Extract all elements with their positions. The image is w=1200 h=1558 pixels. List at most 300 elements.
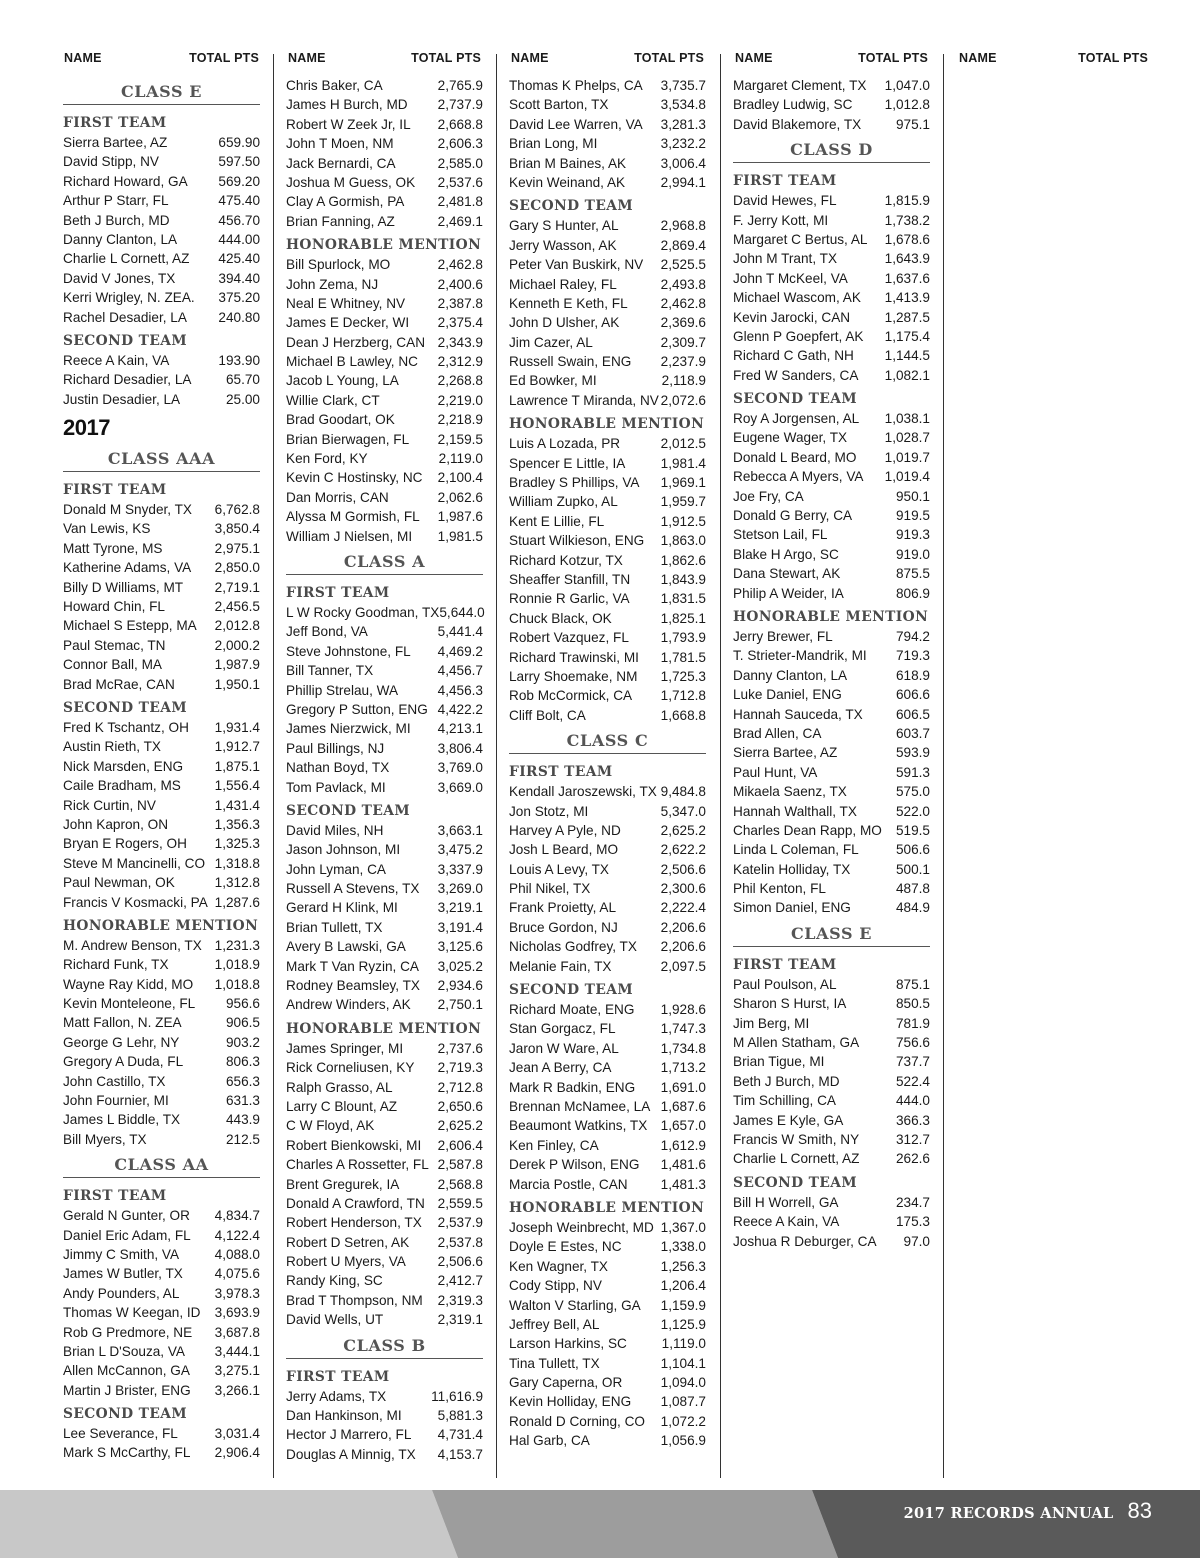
record-name: Russell A Stevens, TX: [286, 881, 420, 897]
record-row: [509, 551, 706, 570]
record-name: Robert Bienkowski, MI: [286, 1137, 422, 1153]
record-name: Michael B Lawley, NC: [286, 354, 418, 370]
record-points: 4,088.0: [214, 1246, 260, 1262]
record-points: 522.4: [895, 1073, 930, 1089]
record-row: [509, 1116, 706, 1135]
record-name: Francis W Smith, NY: [733, 1131, 860, 1147]
record-row: [286, 410, 483, 429]
record-row: [286, 1078, 483, 1097]
record-name: Dana Stewart, AK: [733, 566, 841, 582]
record-points: 1,019.7: [884, 449, 930, 465]
record-name: Gerald N Gunter, OR: [63, 1208, 190, 1224]
record-name: Richard Howard, GA: [63, 173, 188, 189]
record-row: [509, 1000, 706, 1019]
record-row: [733, 1033, 930, 1052]
record-points: 4,213.1: [437, 721, 483, 737]
record-row: [286, 1291, 483, 1310]
record-name: Richard Trawinski, MI: [509, 649, 639, 665]
record-points: 25.00: [225, 391, 260, 407]
record-points: 603.7: [895, 725, 930, 741]
record-name: Dan Hankinson, MI: [286, 1408, 402, 1424]
column-divider: [943, 54, 944, 1478]
record-row: [509, 1392, 706, 1411]
record-points: 1,668.8: [660, 707, 706, 723]
record-row: [286, 1194, 483, 1213]
record-points: 1,747.3: [660, 1021, 706, 1037]
footer-band-mid: [432, 1490, 838, 1558]
record-row: [509, 173, 706, 192]
record-name: Donald G Berry, CA: [733, 508, 853, 524]
record-name: Charlie L Cornett, AZ: [733, 1151, 860, 1167]
record-points: 1,481.6: [660, 1157, 706, 1173]
record-points: 1,018.8: [214, 976, 260, 992]
record-name: Rodney Beamsley, TX: [286, 978, 420, 994]
record-points: 794.2: [895, 628, 930, 644]
record-points: 2,934.6: [437, 978, 483, 994]
team-heading: HONORABLE MENTION: [509, 416, 705, 433]
team-heading: SECOND TEAM: [63, 332, 188, 349]
record-row: [286, 1039, 483, 1058]
record-row: [733, 506, 930, 525]
record-name: James L Biddle, TX: [63, 1112, 181, 1128]
record-points: 1,413.9: [884, 290, 930, 306]
record-points: 2,537.9: [437, 1215, 483, 1231]
record-name: Stetson Lail, FL: [733, 527, 828, 543]
record-points: 2,219.0: [437, 392, 483, 408]
record-points: 1,637.6: [884, 270, 930, 286]
record-points: 1,987.6: [437, 509, 483, 525]
record-row: [509, 236, 706, 255]
total-pts-header: TOTAL PTS: [634, 51, 704, 65]
record-name: Dean J Herzberg, CAN: [286, 334, 426, 350]
record-row: [733, 249, 930, 268]
record-row: [733, 994, 930, 1013]
record-points: 1,481.3: [660, 1176, 706, 1192]
record-points: 175.3: [895, 1214, 930, 1230]
record-name: Jerry Wasson, AK: [509, 237, 617, 253]
record-row: [286, 275, 483, 294]
record-points: 1,643.9: [884, 251, 930, 267]
record-points: 1,734.8: [660, 1040, 706, 1056]
record-points: 1,931.4: [214, 719, 260, 735]
record-points: 2,765.9: [437, 78, 483, 93]
record-name: Donald L Beard, MO: [733, 449, 857, 465]
record-row: [286, 719, 483, 738]
record-row: [509, 1039, 706, 1058]
record-name: John Castillo, TX: [63, 1073, 166, 1089]
record-name: James Nierzwick, MI: [286, 721, 411, 737]
record-name: John T Moen, NM: [286, 136, 394, 152]
record-name: Joshua R Deburger, CA: [733, 1233, 877, 1249]
record-name: Joshua M Guess, OK: [286, 174, 416, 190]
record-name: Rob McCormick, CA: [509, 688, 633, 704]
team-heading: SECOND TEAM: [733, 1174, 858, 1191]
record-row: [733, 191, 930, 210]
column-divider: [720, 54, 721, 1478]
record-row: [63, 1303, 260, 1322]
record-row: [509, 473, 706, 492]
record-name: Jerry Brewer, FL: [733, 628, 833, 644]
record-name: Kenneth E Keth, FL: [509, 295, 628, 311]
record-name: Rick Corneliusen, KY: [286, 1060, 415, 1076]
record-row: [509, 154, 706, 173]
record-name: Rebecca A Myers, VA: [733, 469, 864, 485]
record-name: Beth J Burch, MD: [733, 1073, 840, 1089]
record-name: Andy Pounders, AL: [63, 1285, 180, 1301]
record-row: [733, 743, 930, 762]
record-points: 1,047.0: [884, 78, 930, 93]
record-points: 1,072.2: [660, 1413, 706, 1429]
record-name: Richard C Gath, NH: [733, 348, 854, 364]
record-name: Ralph Grasso, AL: [286, 1079, 393, 1095]
record-name: Walton V Starling, GA: [509, 1297, 641, 1313]
record-points: 806.3: [225, 1054, 260, 1070]
record-row: [63, 1323, 260, 1342]
record-name: Sheaffer Stanfill, TN: [509, 572, 631, 587]
record-row: [509, 1097, 706, 1116]
record-points: 1,725.3: [660, 668, 706, 684]
record-points: 2,237.9: [660, 354, 706, 370]
record-points: 2,506.6: [437, 1254, 483, 1270]
record-points: 2,469.1: [437, 213, 483, 229]
record-points: 1,928.6: [660, 1002, 706, 1018]
record-points: 2,400.6: [437, 276, 483, 292]
record-name: Bill H Worrell, GA: [733, 1194, 839, 1210]
record-points: 2,012.5: [660, 436, 706, 452]
record-name: John Zema, NJ: [286, 276, 379, 292]
record-points: 2,506.6: [660, 861, 706, 877]
record-points: 2,587.8: [437, 1157, 483, 1173]
record-points: 3,978.3: [214, 1285, 260, 1301]
record-points: 656.3: [225, 1073, 260, 1089]
record-points: 2,268.8: [437, 373, 483, 389]
record-row: [509, 531, 706, 550]
record-points: 1,950.1: [214, 676, 260, 692]
record-points: 2,375.4: [437, 315, 483, 331]
record-row: [286, 430, 483, 449]
record-name: Phil Nikel, TX: [509, 881, 591, 897]
record-name: Daniel Eric Adam, FL: [63, 1227, 191, 1243]
record-row: [509, 115, 706, 134]
record-points: 1,206.4: [660, 1278, 706, 1294]
record-row: [733, 1212, 930, 1231]
record-points: 919.5: [895, 508, 930, 524]
record-row: [733, 1052, 930, 1071]
record-points: 3,266.1: [214, 1382, 260, 1398]
record-name: Derek P Wilson, ENG: [509, 1157, 640, 1173]
record-points: 2,625.2: [437, 1118, 483, 1134]
record-row: [509, 609, 706, 628]
record-name: Steve Johnstone, FL: [286, 643, 411, 659]
record-name: Dan Morris, CAN: [286, 489, 389, 505]
record-name: Randy King, SC: [286, 1273, 383, 1289]
record-name: Bradley S Phillips, VA: [509, 475, 640, 491]
record-name: Ken Ford, KY: [286, 451, 368, 467]
record-points: 506.6: [895, 842, 930, 858]
record-points: 2,369.6: [660, 315, 706, 331]
record-row: [286, 1233, 483, 1252]
record-points: 3,031.4: [214, 1426, 260, 1442]
record-points: 4,075.6: [214, 1266, 260, 1282]
record-points: 1,713.2: [660, 1060, 706, 1076]
record-points: 3,850.4: [214, 521, 260, 537]
team-heading: HONORABLE MENTION: [286, 1020, 482, 1037]
record-row: [286, 333, 483, 352]
record-name: Mikaela Saenz, TX: [733, 784, 847, 800]
record-name: Paul Hunt, VA: [733, 764, 818, 780]
record-row: [509, 1431, 706, 1450]
record-points: 5,347.0: [660, 803, 706, 819]
record-row: [733, 545, 930, 564]
record-points: 1,862.6: [660, 552, 706, 568]
record-row: [63, 975, 260, 994]
record-row: [509, 76, 706, 95]
record-name: Kevin Monteleone, FL: [63, 996, 196, 1012]
record-points: 312.7: [895, 1131, 930, 1147]
record-points: 1,793.9: [660, 630, 706, 646]
record-points: 3,806.4: [437, 740, 483, 756]
record-points: 3,669.0: [437, 779, 483, 795]
record-row: [509, 1218, 706, 1237]
record-row: [286, 957, 483, 976]
record-points: 618.9: [895, 667, 930, 683]
record-name: Mark S McCarthy, FL: [63, 1445, 191, 1461]
record-name: Kendall Jaroszewski, TX: [509, 784, 657, 800]
record-name: Jaron W Ware, AL: [509, 1040, 619, 1056]
record-points: 1,843.9: [660, 572, 706, 587]
record-points: 575.0: [895, 784, 930, 800]
record-name: James E Kyle, GA: [733, 1112, 844, 1128]
record-name: Van Lewis, KS: [63, 521, 151, 537]
record-name: Larson Harkins, SC: [509, 1336, 627, 1352]
record-row: [286, 681, 483, 700]
record-points: 1,019.4: [884, 469, 930, 485]
record-name: Jon Stotz, MI: [509, 803, 589, 819]
record-row: [733, 467, 930, 486]
record-row: [63, 597, 260, 616]
record-name: Cliff Bolt, CA: [509, 707, 586, 723]
record-row: [286, 115, 483, 134]
record-row: [509, 898, 706, 917]
column-header-1: [60, 51, 263, 67]
record-row: [286, 1097, 483, 1116]
record-points: 2,456.5: [214, 599, 260, 615]
record-row: [286, 391, 483, 410]
record-name: Clay A Gormish, PA: [286, 194, 405, 210]
record-name: Josh L Beard, MO: [509, 842, 619, 858]
record-points: 2,343.9: [437, 334, 483, 350]
record-points: 1,738.2: [884, 212, 930, 228]
column-header-2: [284, 51, 485, 67]
record-name: Connor Ball, MA: [63, 657, 162, 673]
record-row: [286, 212, 483, 231]
record-points: 2,000.2: [214, 637, 260, 653]
record-name: Kent E Lillie, FL: [509, 513, 605, 529]
record-name: John T McKeel, VA: [733, 270, 848, 286]
record-points: 3,337.9: [437, 861, 483, 877]
total-pts-header: TOTAL PTS: [411, 51, 481, 65]
record-name: F. Jerry Kott, MI: [733, 212, 829, 228]
record-row: [286, 821, 483, 840]
record-row: [63, 152, 260, 171]
record-name: Billy D Williams, MT: [63, 579, 184, 595]
record-row: [733, 860, 930, 879]
record-row: [733, 705, 930, 724]
record-name: Richard Kotzur, TX: [509, 552, 623, 568]
record-points: 1,831.5: [660, 591, 706, 607]
total-pts-header: TOTAL PTS: [189, 51, 259, 65]
class-heading: CLASS D: [733, 138, 930, 163]
record-points: 2,218.9: [437, 412, 483, 428]
annual-title: 2017 RECORDS ANNUAL: [903, 1505, 1114, 1522]
record-name: Brian Fanning, AZ: [286, 213, 395, 229]
record-row: [509, 294, 706, 313]
record-name: Rick Curtin, NV: [63, 797, 156, 813]
record-name: Bill Myers, TX: [63, 1131, 147, 1147]
record-points: 2,206.6: [660, 939, 706, 955]
record-row: [733, 95, 930, 114]
record-name: Andrew Winders, AK: [286, 997, 411, 1013]
record-points: 4,731.4: [437, 1427, 483, 1443]
record-row: [63, 519, 260, 538]
record-name: Ken Finley, CA: [509, 1137, 599, 1153]
record-name: Howard Chin, FL: [63, 599, 165, 615]
record-row: [509, 255, 706, 274]
record-row: [509, 918, 706, 937]
record-name: Jean A Berry, CA: [509, 1060, 612, 1076]
record-name: Michael S Estepp, MA: [63, 618, 197, 634]
record-points: 262.6: [895, 1151, 930, 1167]
record-name: Joseph Weinbrecht, MD: [509, 1219, 654, 1235]
record-points: 1,612.9: [660, 1137, 706, 1153]
record-row: [286, 1175, 483, 1194]
team-heading: FIRST TEAM: [509, 764, 613, 781]
record-row: [63, 1443, 260, 1462]
team-heading: HONORABLE MENTION: [733, 608, 929, 625]
record-name: Allen McCannon, GA: [63, 1363, 190, 1379]
record-row: [509, 434, 706, 453]
record-name: Eugene Wager, TX: [733, 430, 848, 446]
record-points: 2,719.1: [214, 579, 260, 595]
record-points: 659.90: [218, 135, 260, 150]
record-points: 1,338.0: [660, 1239, 706, 1255]
record-name: Luis A Lozada, PR: [509, 436, 621, 452]
record-name: John Lyman, CA: [286, 861, 386, 877]
record-row: [509, 1058, 706, 1077]
record-points: 1,712.8: [660, 688, 706, 704]
record-name: Gerard H Klink, MI: [286, 900, 398, 916]
record-points: 2,462.8: [660, 295, 706, 311]
record-points: 97.0: [903, 1233, 930, 1249]
record-points: 394.40: [218, 270, 260, 286]
record-row: [509, 648, 706, 667]
record-points: 591.3: [895, 764, 930, 780]
record-name: Ed Bowker, MI: [509, 373, 597, 389]
record-row: [733, 366, 930, 385]
record-row: [286, 468, 483, 487]
record-points: 1,815.9: [884, 193, 930, 209]
record-name: Mark T Van Ryzin, CA: [286, 958, 419, 974]
record-row: [733, 346, 930, 365]
record-name: Bradley Ludwig, SC: [733, 97, 853, 113]
record-row: [286, 603, 483, 622]
record-name: David Stipp, NV: [63, 154, 159, 170]
record-row: [733, 115, 930, 134]
record-name: Justin Desadier, LA: [63, 391, 181, 407]
team-heading: FIRST TEAM: [733, 173, 837, 190]
record-points: 756.6: [895, 1035, 930, 1051]
record-row: [63, 1284, 260, 1303]
record-name: Fred K Tschantz, OH: [63, 719, 189, 735]
record-points: 4,456.7: [437, 663, 483, 679]
record-row: [509, 1334, 706, 1353]
record-name: Stan Gorgacz, FL: [509, 1021, 616, 1037]
record-row: [286, 134, 483, 153]
record-row: [509, 957, 706, 976]
record-points: 919.3: [895, 527, 930, 543]
record-points: 2,462.8: [437, 257, 483, 273]
record-row: [63, 776, 260, 795]
record-points: 2,625.2: [660, 822, 706, 838]
record-row: [509, 860, 706, 879]
record-points: 2,319.1: [437, 1312, 483, 1328]
team-heading: HONORABLE MENTION: [509, 1199, 705, 1216]
record-row: [733, 327, 930, 346]
record-points: 3,269.0: [437, 881, 483, 897]
records-column-1: [63, 76, 260, 1463]
record-points: 2,850.0: [214, 560, 260, 576]
record-name: David Lee Warren, VA: [509, 116, 643, 132]
record-name: Wayne Ray Kidd, MO: [63, 976, 194, 992]
record-points: 2,737.9: [437, 97, 483, 113]
record-points: 1,687.6: [660, 1098, 706, 1114]
record-points: 3,125.6: [437, 939, 483, 955]
record-row: [63, 1110, 260, 1129]
record-points: 3,534.8: [660, 97, 706, 113]
record-points: 1,431.4: [214, 797, 260, 813]
record-name: Cody Stipp, NV: [509, 1278, 602, 1294]
record-row: [733, 409, 930, 428]
record-name: John Fournier, MI: [63, 1093, 169, 1109]
record-points: 2,568.8: [437, 1176, 483, 1192]
record-name: Brian Long, MI: [509, 136, 598, 152]
record-row: [286, 76, 483, 95]
record-name: Charles Dean Rapp, MO: [733, 822, 882, 838]
record-name: Paul Stemac, TN: [63, 637, 166, 653]
record-row: [286, 1136, 483, 1155]
record-name: Brad T Thompson, NM: [286, 1292, 423, 1308]
record-points: 1,056.9: [660, 1433, 706, 1449]
record-row: [63, 133, 260, 152]
total-pts-header: TOTAL PTS: [1078, 51, 1148, 65]
record-points: 522.0: [895, 803, 930, 819]
record-row: [286, 255, 483, 274]
record-name: Ken Wagner, TX: [509, 1258, 608, 1274]
record-name: Brad Goodart, OK: [286, 412, 395, 428]
record-points: 606.5: [895, 706, 930, 722]
record-row: [509, 570, 706, 589]
record-name: David Wells, UT: [286, 1312, 384, 1328]
record-points: 1,318.8: [214, 855, 260, 871]
record-row: [286, 352, 483, 371]
record-points: 2,737.6: [437, 1040, 483, 1056]
record-name: Sierra Bartee, AZ: [63, 135, 168, 150]
record-points: 444.0: [895, 1093, 930, 1109]
record-row: [63, 390, 260, 409]
record-row: [63, 172, 260, 191]
record-row: [733, 724, 930, 743]
record-row: [509, 802, 706, 821]
